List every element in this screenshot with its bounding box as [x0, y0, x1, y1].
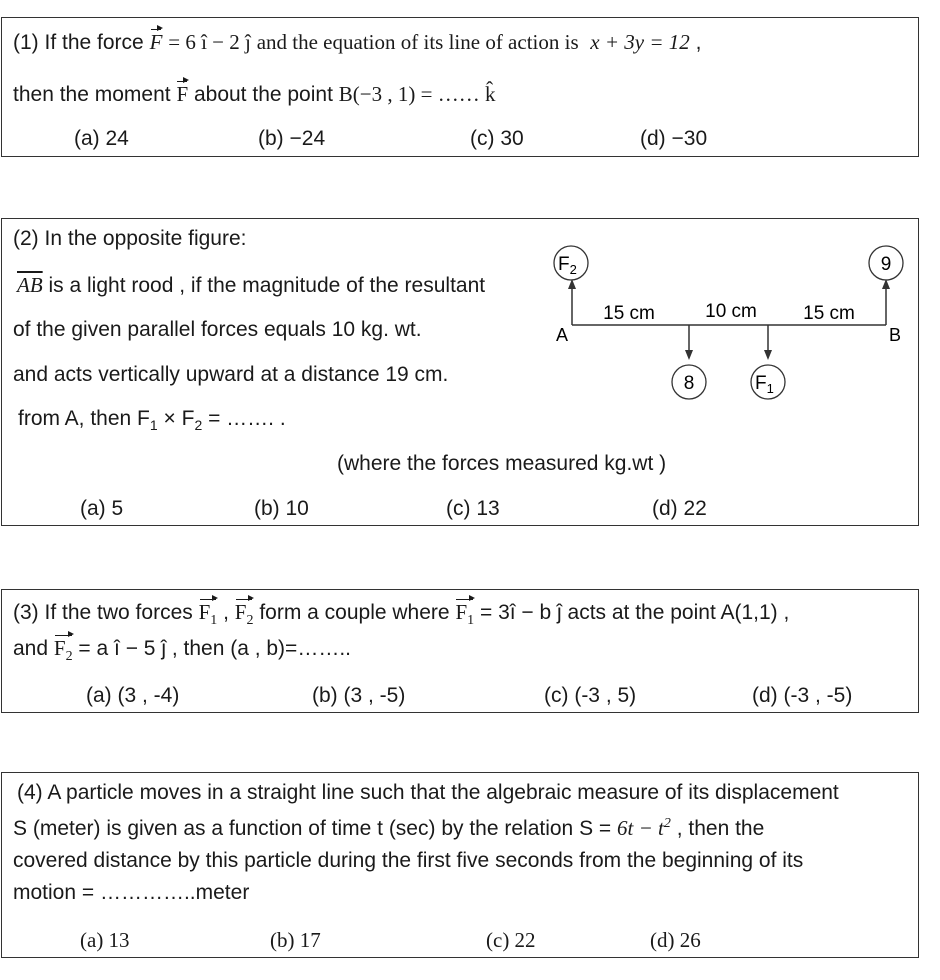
question-4-box	[1, 772, 919, 958]
q3-text-3: and	[13, 637, 49, 660]
q3-comma: ,	[217, 601, 229, 624]
q1-line-1	[13, 30, 701, 55]
q2-line-4: and acts vertically upward at a distance 19 cm.	[13, 363, 449, 386]
q2-number: (2)	[13, 227, 39, 250]
q2-option-d[interactable]: (d) 22	[652, 497, 707, 520]
question-3-box	[1, 589, 919, 713]
q2-sub-2: 2	[194, 417, 203, 434]
q1-force-expression: = 6 î − 2 ĵ	[168, 30, 251, 54]
question-2-box	[1, 218, 919, 526]
q4-text-1: A particle moves in a straight line such that the algebraic measure of its displacement	[47, 781, 839, 804]
q1-option-b[interactable]: (b) −24	[258, 127, 326, 150]
nine-label: 9	[880, 254, 892, 275]
q4-line-2	[13, 816, 764, 841]
point-a-label: A	[555, 325, 569, 345]
q4-expression: $6t - t^2$	[617, 816, 671, 840]
q2-note: (where the forces measured kg.wt )	[337, 452, 667, 475]
q1-line-2	[13, 82, 495, 107]
q1-point: B(−3 , 1) = …… k̂	[338, 82, 496, 106]
f2-label: $F_2$	[558, 254, 577, 277]
q3-number: (3)	[13, 601, 39, 624]
q1-text-2: and the equation of its line of action is	[256, 30, 579, 54]
q3-f2b-vector: $F_2$	[53, 636, 73, 665]
q3-text-2: form a couple where	[259, 601, 450, 624]
q3-text-4: , then (a , b)=……..	[171, 637, 351, 660]
q1-comma: ,	[695, 31, 702, 54]
q1-option-c[interactable]: (c) 30	[470, 127, 524, 150]
q4-option-a[interactable]: (a) 13	[80, 928, 130, 952]
q2-option-a[interactable]: (a) 5	[80, 497, 124, 520]
q3-option-c[interactable]: (c) (-3 , 5)	[544, 684, 637, 707]
q1-number: (1)	[13, 31, 39, 54]
q3-f1b-vector: $F_1$	[455, 600, 475, 629]
q3-expression-1: = 3î − b ĵ acts at the point A(1,1) ,	[479, 601, 790, 624]
q2-sub-1: 1	[149, 417, 158, 434]
q1-text-1: If the force	[44, 31, 144, 54]
eight-arrowhead	[685, 350, 693, 360]
distance-1: 15 cm	[603, 303, 655, 324]
q2-option-c[interactable]: (c) 13	[446, 497, 500, 520]
q3-line-1	[13, 600, 789, 629]
q2-text-f1: from A, then F	[18, 407, 150, 430]
q2-line-1	[13, 227, 247, 251]
q3-option-b[interactable]: (b) (3 , -5)	[312, 684, 406, 707]
q2-line-2	[17, 273, 485, 298]
q3-option-d[interactable]: (d) (-3 , -5)	[752, 684, 853, 707]
q3-option-a[interactable]: (a) (3 , -4)	[86, 684, 180, 707]
q2-figure	[542, 243, 912, 413]
f1-arrowhead	[764, 350, 772, 360]
q1-moment-vector: F	[176, 82, 189, 106]
q3-text-1: If the two forces	[44, 601, 193, 624]
q4-option-d[interactable]: (d) 26	[650, 928, 701, 952]
q4-option-c[interactable]: (c) 22	[486, 928, 536, 952]
q4-option-b[interactable]: (b) 17	[270, 928, 321, 952]
q4-line-1	[17, 781, 839, 805]
q2-text-end: = ……. .	[202, 407, 286, 430]
q4-text-2: S (meter) is given as a function of time t (sec) by the relation S =	[13, 817, 612, 840]
q1-option-a[interactable]: (a) 24	[74, 127, 129, 150]
q2-text-times: × F	[157, 407, 195, 430]
q4-line-4: motion = …………..meter	[13, 881, 250, 904]
q3-expression-2: = a î − 5 ĵ	[78, 637, 166, 660]
q4-text-2-end: , then the	[676, 817, 765, 840]
question-1-box	[1, 17, 919, 157]
q2-option-b[interactable]: (b) 10	[254, 497, 309, 520]
q1-option-d[interactable]: (d) −30	[640, 127, 708, 150]
f1-label: $F_1$	[755, 373, 774, 396]
q1-text-3: then the moment	[13, 83, 171, 106]
distance-3: 15 cm	[803, 303, 855, 324]
q2-text-1: In the opposite figure:	[44, 227, 247, 250]
q2-rod-label: $\overline{AB}$	[17, 273, 43, 297]
q2-line-5	[18, 407, 286, 433]
q1-text-4: about the point	[193, 83, 333, 106]
point-b-label: B	[888, 325, 902, 345]
distance-2: 10 cm	[705, 301, 757, 322]
q3-f1-vector: $F_1$	[198, 600, 218, 629]
q1-line-equation: x + 3y = 12	[590, 30, 690, 54]
q3-f2-vector: $F_2$	[234, 600, 254, 629]
q1-force-vector: F	[149, 30, 163, 54]
q3-line-2	[13, 636, 351, 665]
eight-label: 8	[683, 373, 695, 394]
q4-number: (4)	[17, 781, 43, 804]
q4-line-3: covered distance by this particle during the first five seconds from the beginning of its	[13, 849, 804, 872]
q2-text-2: is a light rood , if the magnitude of the resultant	[48, 274, 486, 297]
q2-line-3: of the given parallel forces equals 10 kg. wt.	[13, 318, 422, 341]
